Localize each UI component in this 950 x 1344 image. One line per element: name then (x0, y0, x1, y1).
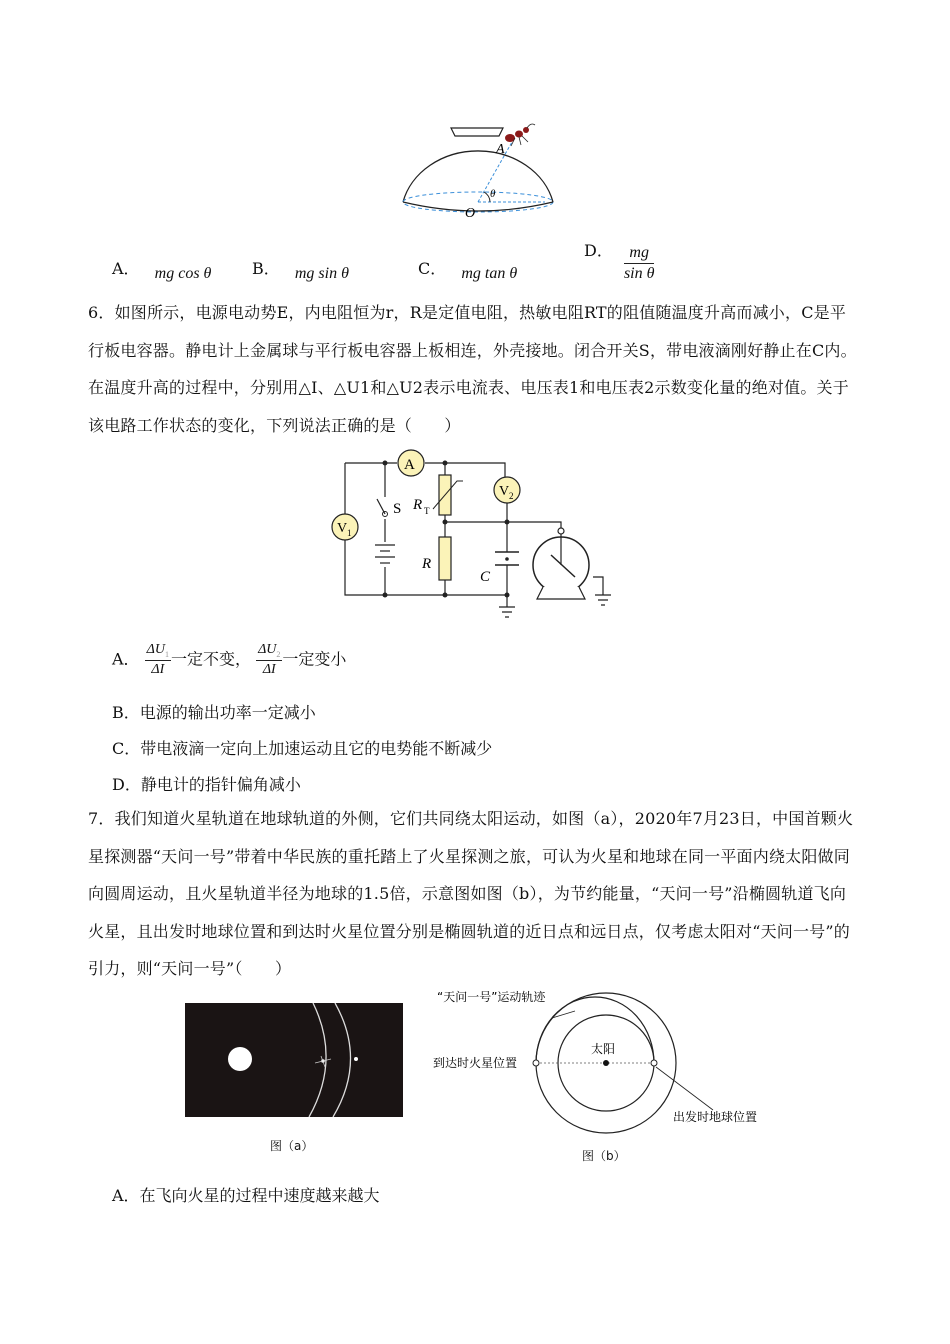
svg-text:R: R (413, 497, 423, 513)
svg-text:A: A (404, 457, 415, 473)
figure-a-photo (185, 1003, 403, 1117)
q5-option-c[interactable]: C． mg tan θ (418, 259, 518, 282)
battery (375, 545, 395, 563)
q6-option-a[interactable]: A． $\frac{\Delta U_1}{\Delta I}$ 一定不变， $\frac{\Delta U_2}{\Delta I}$ 一定变小 (112, 642, 347, 677)
voltmeter-2 (494, 477, 520, 503)
ammeter (398, 450, 424, 476)
q5-option-a[interactable]: A． mg cos θ (112, 259, 212, 282)
q7-stem: 7．我们知道火星轨道在地球轨道的外侧，它们共同绕太阳运动，如图（a），2020年7月23日，中国首颗火星探测器“天问一号”带着中华民族的重托踏上了火星探测之旅，可认为火星和地球在同一平面内绕太阳做同向圆周运动，且火星轨道半径为地球的1.5倍，示意图如图（b），为节约能量，“天问一号”沿椭圆轨道飞向火星，且出发时地球位置和到达时火星位置分别是椭圆轨道的近日点和远日点，仅考虑太阳对“天问一号”的引力，则“天问一号”（ ） (88, 809, 854, 978)
thermistor-rt (412, 475, 463, 516)
q5-option-d[interactable]: D． $\frac{mg}{\text{sin θ}}$ (584, 241, 655, 282)
trajectory-label: “天问一号”运动轨迹 (437, 990, 546, 1004)
arrive-label: 到达时火星位置 (433, 1056, 518, 1070)
depart-label: 出发时地球位置 (673, 1110, 758, 1124)
label-A: A (496, 142, 505, 157)
svg-text:T: T (424, 506, 430, 516)
q6-option-b[interactable]: B．电源的输出功率一定减小 (112, 703, 316, 722)
figure-b-caption: 图（b） (582, 1149, 626, 1163)
svg-text:1: 1 (347, 528, 352, 538)
figure-a-caption: 图（a） (270, 1139, 314, 1153)
svg-text:V: V (337, 521, 348, 536)
svg-text:R: R (422, 556, 432, 572)
svg-text:C: C (480, 569, 491, 585)
label-O: O (465, 206, 476, 220)
sun-icon (228, 1047, 252, 1071)
figure-b-orbit-diagram (425, 985, 785, 1165)
q6-option-d[interactable]: D．静电计的指针偏角减小 (112, 775, 301, 794)
electrometer (533, 528, 589, 599)
sun-label: 太阳 (591, 1042, 616, 1056)
svg-text:S: S (393, 501, 402, 517)
q5-option-b[interactable]: B． mg sin θ (252, 259, 349, 282)
q7-option-a[interactable]: A．在飞向火星的过程中速度越来越大 (112, 1186, 380, 1205)
q6-option-c[interactable]: C．带电液滴一定向上加速运动且它的电势能不断减少 (112, 739, 493, 758)
capacitor-c (480, 552, 519, 585)
label-theta: θ (490, 188, 496, 200)
bowl-figure (395, 120, 565, 220)
q6-stem: 6．如图所示，电源电动势E，内电阻恒为r，R是定值电阻，热敏电阻RT的阻值随温度升高而减小，C是平行板电容器。静电计上金属球与平行板电容器上板相连，外壳接地。闭合开关S，带电液滴刚好静止在C内。在温度升高的过程中，分别用△I、△U1和△U2表示电流表、电压表1和电压表2示数变化量的绝对值。关于该电路工作状态的变化，下列说法正确的是（ ） (88, 303, 857, 435)
svg-text:2: 2 (509, 491, 514, 501)
voltmeter-1 (332, 514, 358, 540)
circuit-diagram (325, 447, 625, 622)
svg-text:V: V (499, 484, 510, 499)
switch (377, 499, 401, 517)
resistor-r (421, 537, 451, 580)
sun-dot (603, 1060, 609, 1066)
ant-icon (505, 124, 535, 146)
